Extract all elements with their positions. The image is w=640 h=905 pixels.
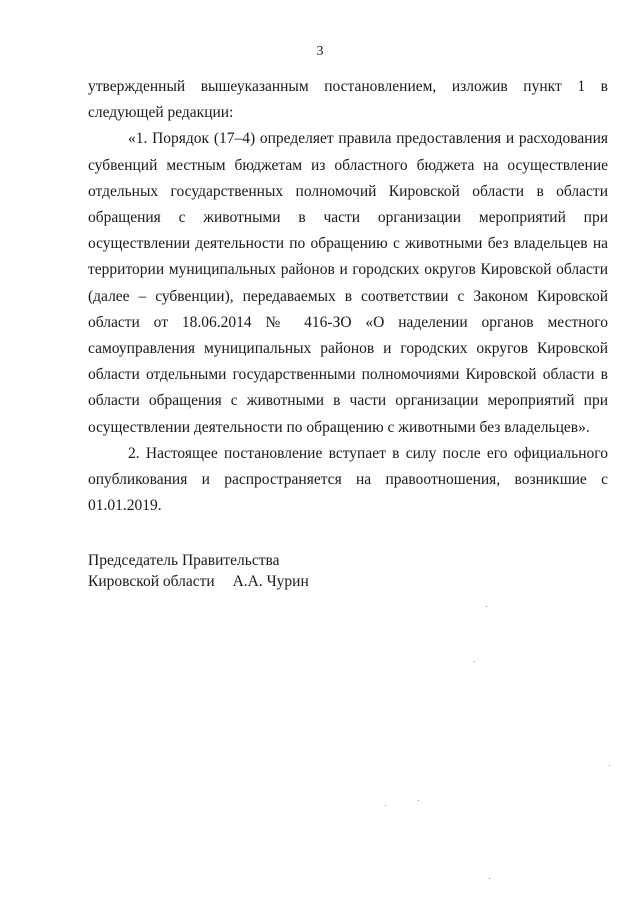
scan-speck [486,606,487,607]
signatory-title-row [88,571,309,592]
scan-speck [609,765,610,766]
scan-speck [489,878,490,879]
signatory-title-line2: Кировской области [88,573,215,590]
scan-speck [385,805,386,806]
clause-2-paragraph: 2. Настоящее постановление вступает в силу после его официального опубликования и распространяется на правоотношения, возникшие с 01.01.2019. [88,444,608,515]
signatory-name: А.А. Чурин [232,573,309,590]
signatory-title-line1: Председатель Правительства [88,552,280,569]
signature-block [88,550,309,592]
document-body [88,74,608,519]
clause-1-paragraph: «1. Порядок (17–4) определяет правила предоставления и расходования субвенций местным бюджетам из областного бюджета на осуществление отдельных государственных полномочий Кировской области в области обращения с животными в части организации мероприятий при осуществлении деятельности по обращению с животными без владельцев на территории муниципальных районов и городских округов Кировской области (далее – субвенции), передаваемых в соответствии с Законом Кировской области от 18.06.2014 № 416-ЗО «О наделении органов местного самоуправления муниципальных районов и городских округов Кировской области отдельными государственными полномочиями Кировской области в области обращения с животными в части организации мероприятий при осуществлении деятельности по обращению с животными без владельцев». [88,130,608,436]
continuation-paragraph: утвержденный вышеуказанным постановлением, изложив пункт 1 в следующей редакции: [88,78,608,122]
scan-speck [474,661,475,662]
scan-speck [418,800,419,801]
page-number: 3 [316,44,324,59]
